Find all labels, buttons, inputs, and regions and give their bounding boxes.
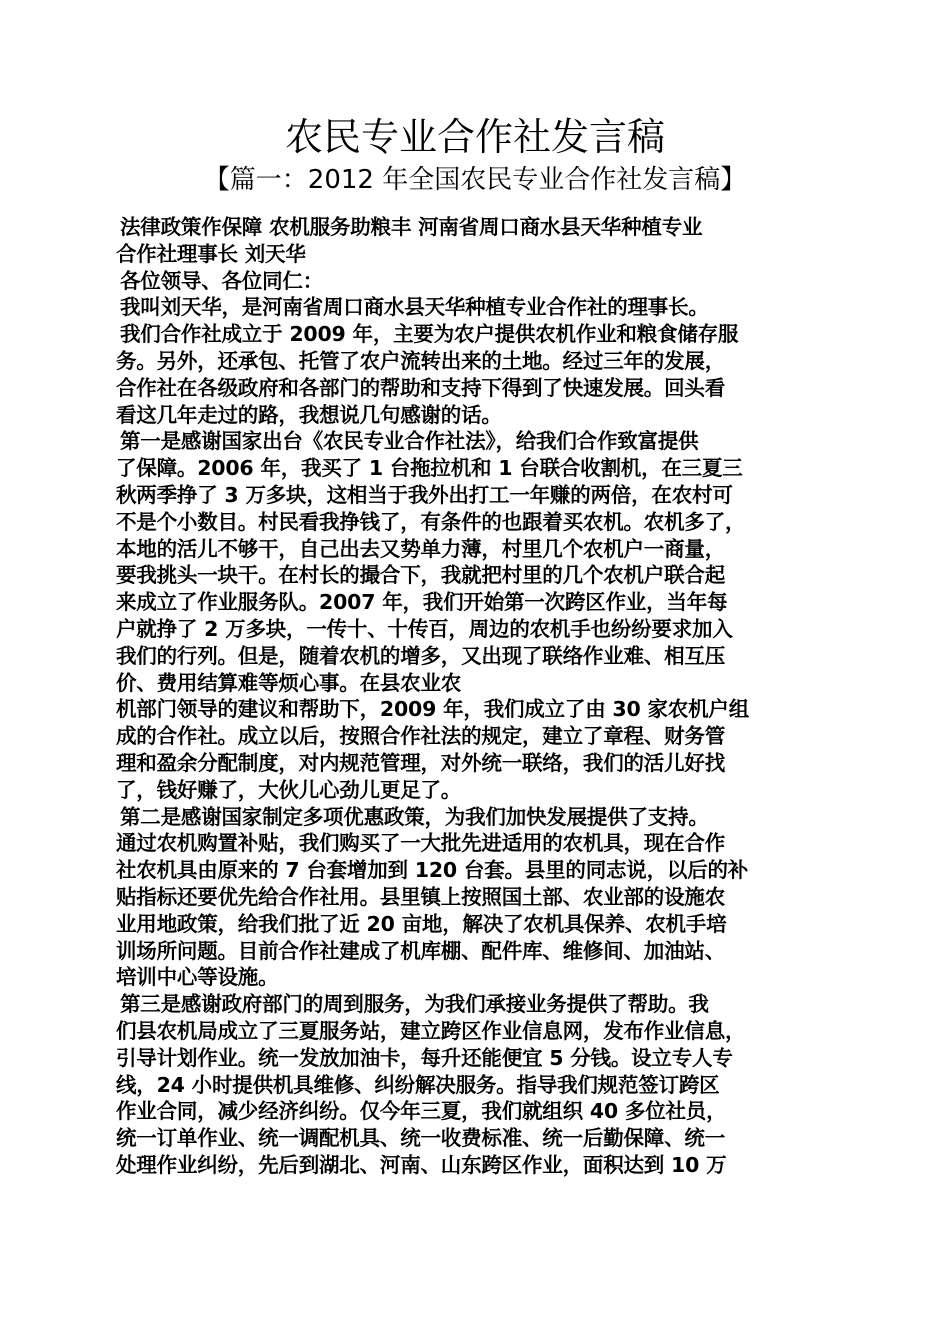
body-line: 贴指标还要优先给合作社用。县里镇上按照国土部、农业部的设施农	[116, 884, 725, 909]
body-line: 培训中心等设施。	[116, 965, 279, 990]
body-line: 了保障。2006 年，我买了 1 台拖拉机和 1 台联合收割机，在三夏三	[116, 456, 743, 481]
body-line: 们县农机局成立了三夏服务站，建立跨区作业信息网，发布作业信息，	[116, 1018, 746, 1043]
body-line: 务。另外，还承包、托管了农户流转出来的土地。经过三年的发展，	[116, 348, 725, 373]
body-line: 法律政策作保障 农机服务助粮丰 河南省周口商水县天华种植专业	[120, 215, 703, 239]
body-line: 第一是感谢国家出台《农民专业合作社法》，给我们合作致富提供	[120, 429, 699, 454]
body-line: 成的合作社。成立以后，按照合作社法的规定，建立了章程、财务管	[116, 724, 725, 749]
body-line: 要我挑头一块干。在村长的撮合下，我就把村里的几个农机户联合起	[116, 563, 725, 588]
body-line: 理和盈余分配制度，对内规范管理，对外统一联络，我们的活儿好找	[116, 750, 725, 775]
body-line: 本地的活儿不够干，自己出去又势单力薄，村里几个农机户一商量，	[116, 536, 725, 561]
body-line: 引导计划作业。统一发放加油卡，每升还能便宜 5 分钱。设立专人专	[116, 1045, 733, 1070]
document-subtitle: 【篇一：2012 年全国农民专业合作社发言稿】	[203, 165, 747, 195]
body-line: 第三是感谢政府部门的周到服务，为我们承接业务提供了帮助。我	[120, 992, 709, 1017]
document-title: 农民专业合作社发言稿	[284, 115, 665, 159]
body-line: 价、费用结算难等烦心事。在县农业农	[116, 670, 462, 695]
body-line: 秋两季挣了 3 万多块，这相当于我外出打工一年赚的两倍，在农村可	[116, 482, 733, 507]
body-line: 训场所问题。目前合作社建成了机库棚、配件库、维修间、加油站、	[116, 938, 725, 963]
body-line: 合作社理事长 刘天华	[116, 241, 306, 266]
body-line: 业用地政策，给我们批了近 20 亩地，解决了农机具保养、农机手培	[116, 911, 727, 936]
body-line: 我叫刘天华，是河南省周口商水县天华种植专业合作社的理事长。	[120, 295, 709, 320]
body-line: 处理作业纠纷，先后到湖北、河南、山东跨区作业，面积达到 10 万	[116, 1152, 727, 1177]
body-line: 通过农机购置补贴，我们购买了一大批先进适用的农机具，现在合作	[116, 831, 725, 856]
body-line: 看这几年走过的路，我想说几句感谢的话。	[116, 402, 502, 427]
body-line: 作业合同，减少经济纠纷。仅今年三夏，我们就组织 40 多位社员，	[116, 1099, 727, 1124]
body-line: 合作社在各级政府和各部门的帮助和支持下得到了快速发展。回头看	[116, 375, 725, 400]
body-line: 户就挣了 2 万多块，一传十、十传百，周边的农机手也纷纷要求加入	[116, 616, 733, 641]
body-line: 我们的行列。但是，随着农机的增多，又出现了联络作业难、相互压	[116, 643, 725, 668]
body-line: 社农机具由原来的 7 台套增加到 120 台套。县里的同志说，以后的补	[116, 858, 749, 883]
body-line: 各位领导、各位同仁：	[120, 268, 323, 293]
document-body	[116, 214, 838, 1179]
body-line: 我们合作社成立于 2009 年，主要为农户提供农机作业和粮食储存服	[120, 322, 739, 347]
body-line: 机部门领导的建议和帮助下，2009 年，我们成立了由 30 家农机户组	[116, 697, 749, 722]
body-line: 第二是感谢国家制定多项优惠政策，为我们加快发展提供了支持。	[120, 804, 709, 829]
body-line: 统一订单作业、统一调配机具、统一收费标准、统一后勤保障、统一	[116, 1126, 725, 1151]
body-line: 线，24 小时提供机具维修、纠纷解决服务。指导我们规范签订跨区	[116, 1072, 720, 1097]
body-line: 了，钱好赚了，大伙儿心劲儿更足了。	[116, 777, 462, 802]
body-line: 来成立了作业服务队。2007 年，我们开始第一次跨区作业，当年每	[116, 590, 728, 615]
body-line: 不是个小数目。村民看我挣钱了，有条件的也跟着买农机。农机多了，	[116, 509, 746, 534]
